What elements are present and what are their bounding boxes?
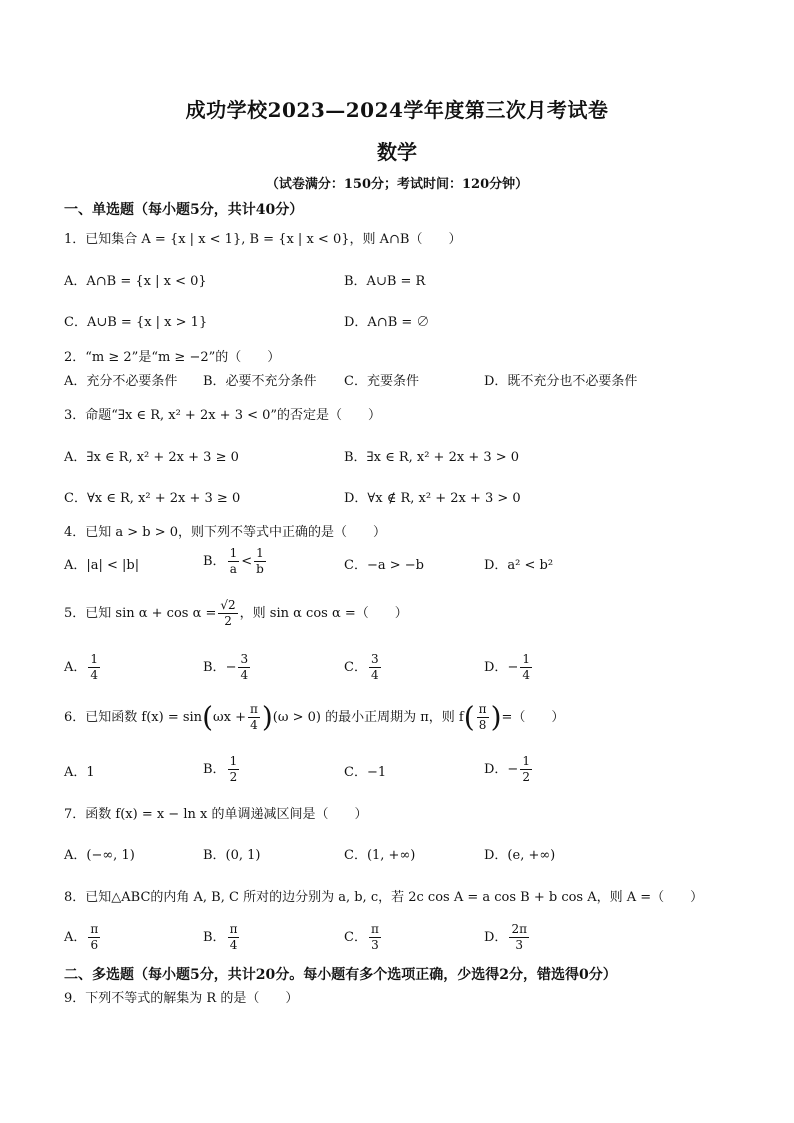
q8-option-b: B． $\frac{\pi}{4}$ <box>203 922 238 952</box>
q6-option-a: A．1 <box>64 765 95 780</box>
q1-option-b: B．A∪B = R <box>344 274 426 289</box>
question-9: 9．下列不等式的解集为 R 的是（ ） <box>64 991 299 1006</box>
q5-option-d: D．− $\frac{1}{4}$ <box>484 652 530 682</box>
fraction: $\frac{\pi}{6}$ <box>90 922 99 952</box>
fraction: $\frac{1}{a}$ <box>229 546 238 576</box>
section-multiple-choice: 二、多选题（每小题5分，共计20分。每小题有多个选项正确，少选得2分，错选得0分） <box>64 967 617 983</box>
exam-info: （试卷满分：150分；考试时间：120分钟） <box>265 177 529 192</box>
q3-option-a: A．∃x ∈ R, x² + 2x + 3 ≥ 0 <box>64 450 239 465</box>
q1-option-d: D．A∩B = ∅ <box>344 315 430 330</box>
q2-option-a: A．充分不必要条件 <box>64 374 178 389</box>
fraction: $\frac{\pi}{4}$ <box>229 922 238 952</box>
q4-option-b: B． $\frac{1}{a}$ < $\frac{1}{b}$ <box>203 546 264 576</box>
q1-option-c: C．A∪B = {x | x > 1} <box>64 315 208 330</box>
q3-option-b: B．∃x ∈ R, x² + 2x + 3 > 0 <box>344 450 520 465</box>
question-3: 3．命题“∃x ∈ R, x² + 2x + 3 < 0”的否定是（ ） <box>64 408 382 423</box>
q5-option-b: B．− $\frac{3}{4}$ <box>203 652 249 682</box>
fraction: $\frac{1}{4}$ <box>522 652 530 682</box>
fraction: $\frac{2\pi}{3}$ <box>511 922 527 952</box>
section-single-choice: 一、单选题（每小题5分，共计40分） <box>64 202 304 218</box>
q4-option-a: A．|a| < |b| <box>64 558 140 573</box>
q4-option-d: D．a² < b² <box>484 558 554 573</box>
question-5: 5．已知 sin α + cos α = $\frac{√2}{2}$ ，则 sin α cos α =（ ） <box>64 598 408 628</box>
q1-option-a: A．A∩B = {x | x < 0} <box>64 274 207 289</box>
q8-option-c: C． $\frac{\pi}{3}$ <box>344 922 379 952</box>
q5-option-c: C． $\frac{3}{4}$ <box>344 652 379 682</box>
q7-option-b: B．(0, 1) <box>203 848 261 863</box>
page-title: 成功学校2023—2024学年度第三次月考试卷 <box>185 98 609 122</box>
q7-option-a: A．(−∞, 1) <box>64 848 135 863</box>
q4-option-c: C．−a > −b <box>344 558 424 573</box>
fraction: $\frac{\pi}{8}$ <box>478 702 487 732</box>
q2-option-d: D．既不充分也不必要条件 <box>484 374 638 389</box>
fraction: $\frac{\pi}{3}$ <box>370 922 379 952</box>
q8-option-a: A． $\frac{\pi}{6}$ <box>64 922 99 952</box>
fraction: $\frac{√2}{2}$ <box>220 598 236 628</box>
question-2: 2．“m ≥ 2”是“m ≥ −2”的（ ） <box>64 350 281 365</box>
q5-option-a: A． $\frac{1}{4}$ <box>64 652 99 682</box>
q7-option-d: D．(e, +∞) <box>484 848 556 863</box>
question-1: 1．已知集合 A = {x | x < 1}, B = {x | x < 0}，则 A∩B（ ） <box>64 232 462 247</box>
fraction: $\frac{\pi}{4}$ <box>249 702 258 732</box>
q3-option-d: D．∀x ∉ R, x² + 2x + 3 > 0 <box>344 491 521 506</box>
fraction: $\frac{1}{2}$ <box>522 754 530 784</box>
question-8: 8．已知△ABC的内角 A, B, C 所对的边分别为 a, b, c，若 2c cos A = a cos B + b cos A，则 A =（ ） <box>64 890 704 905</box>
subject-title: 数学 <box>377 140 417 164</box>
question-6: 6．已知函数 f(x) = sin(ωx + $\frac{\pi}{4}$ )(ω > 0) 的最小正周期为 π，则 f( $\frac{\pi}{8}$ )=（ ） <box>64 700 565 734</box>
q2-option-b: B．必要不充分条件 <box>203 374 317 389</box>
question-4: 4．已知 a > b > 0，则下列不等式中正确的是（ ） <box>64 525 387 540</box>
fraction: $\frac{3}{4}$ <box>370 652 379 682</box>
q6-option-b: B． $\frac{1}{2}$ <box>203 754 238 784</box>
fraction: $\frac{1}{4}$ <box>90 652 99 682</box>
q3-option-c: C．∀x ∈ R, x² + 2x + 3 ≥ 0 <box>64 491 241 506</box>
q7-option-c: C．(1, +∞) <box>344 848 416 863</box>
q8-option-d: D． $\frac{2\pi}{3}$ <box>484 922 527 952</box>
fraction: $\frac{1}{b}$ <box>256 546 264 576</box>
q6-option-d: D．− $\frac{1}{2}$ <box>484 754 530 784</box>
fraction: $\frac{1}{2}$ <box>229 754 238 784</box>
q2-option-c: C．充要条件 <box>344 374 419 389</box>
question-7: 7．函数 f(x) = x − ln x 的单调递减区间是（ ） <box>64 807 368 822</box>
q6-option-c: C．−1 <box>344 765 387 780</box>
fraction: $\frac{3}{4}$ <box>240 652 249 682</box>
